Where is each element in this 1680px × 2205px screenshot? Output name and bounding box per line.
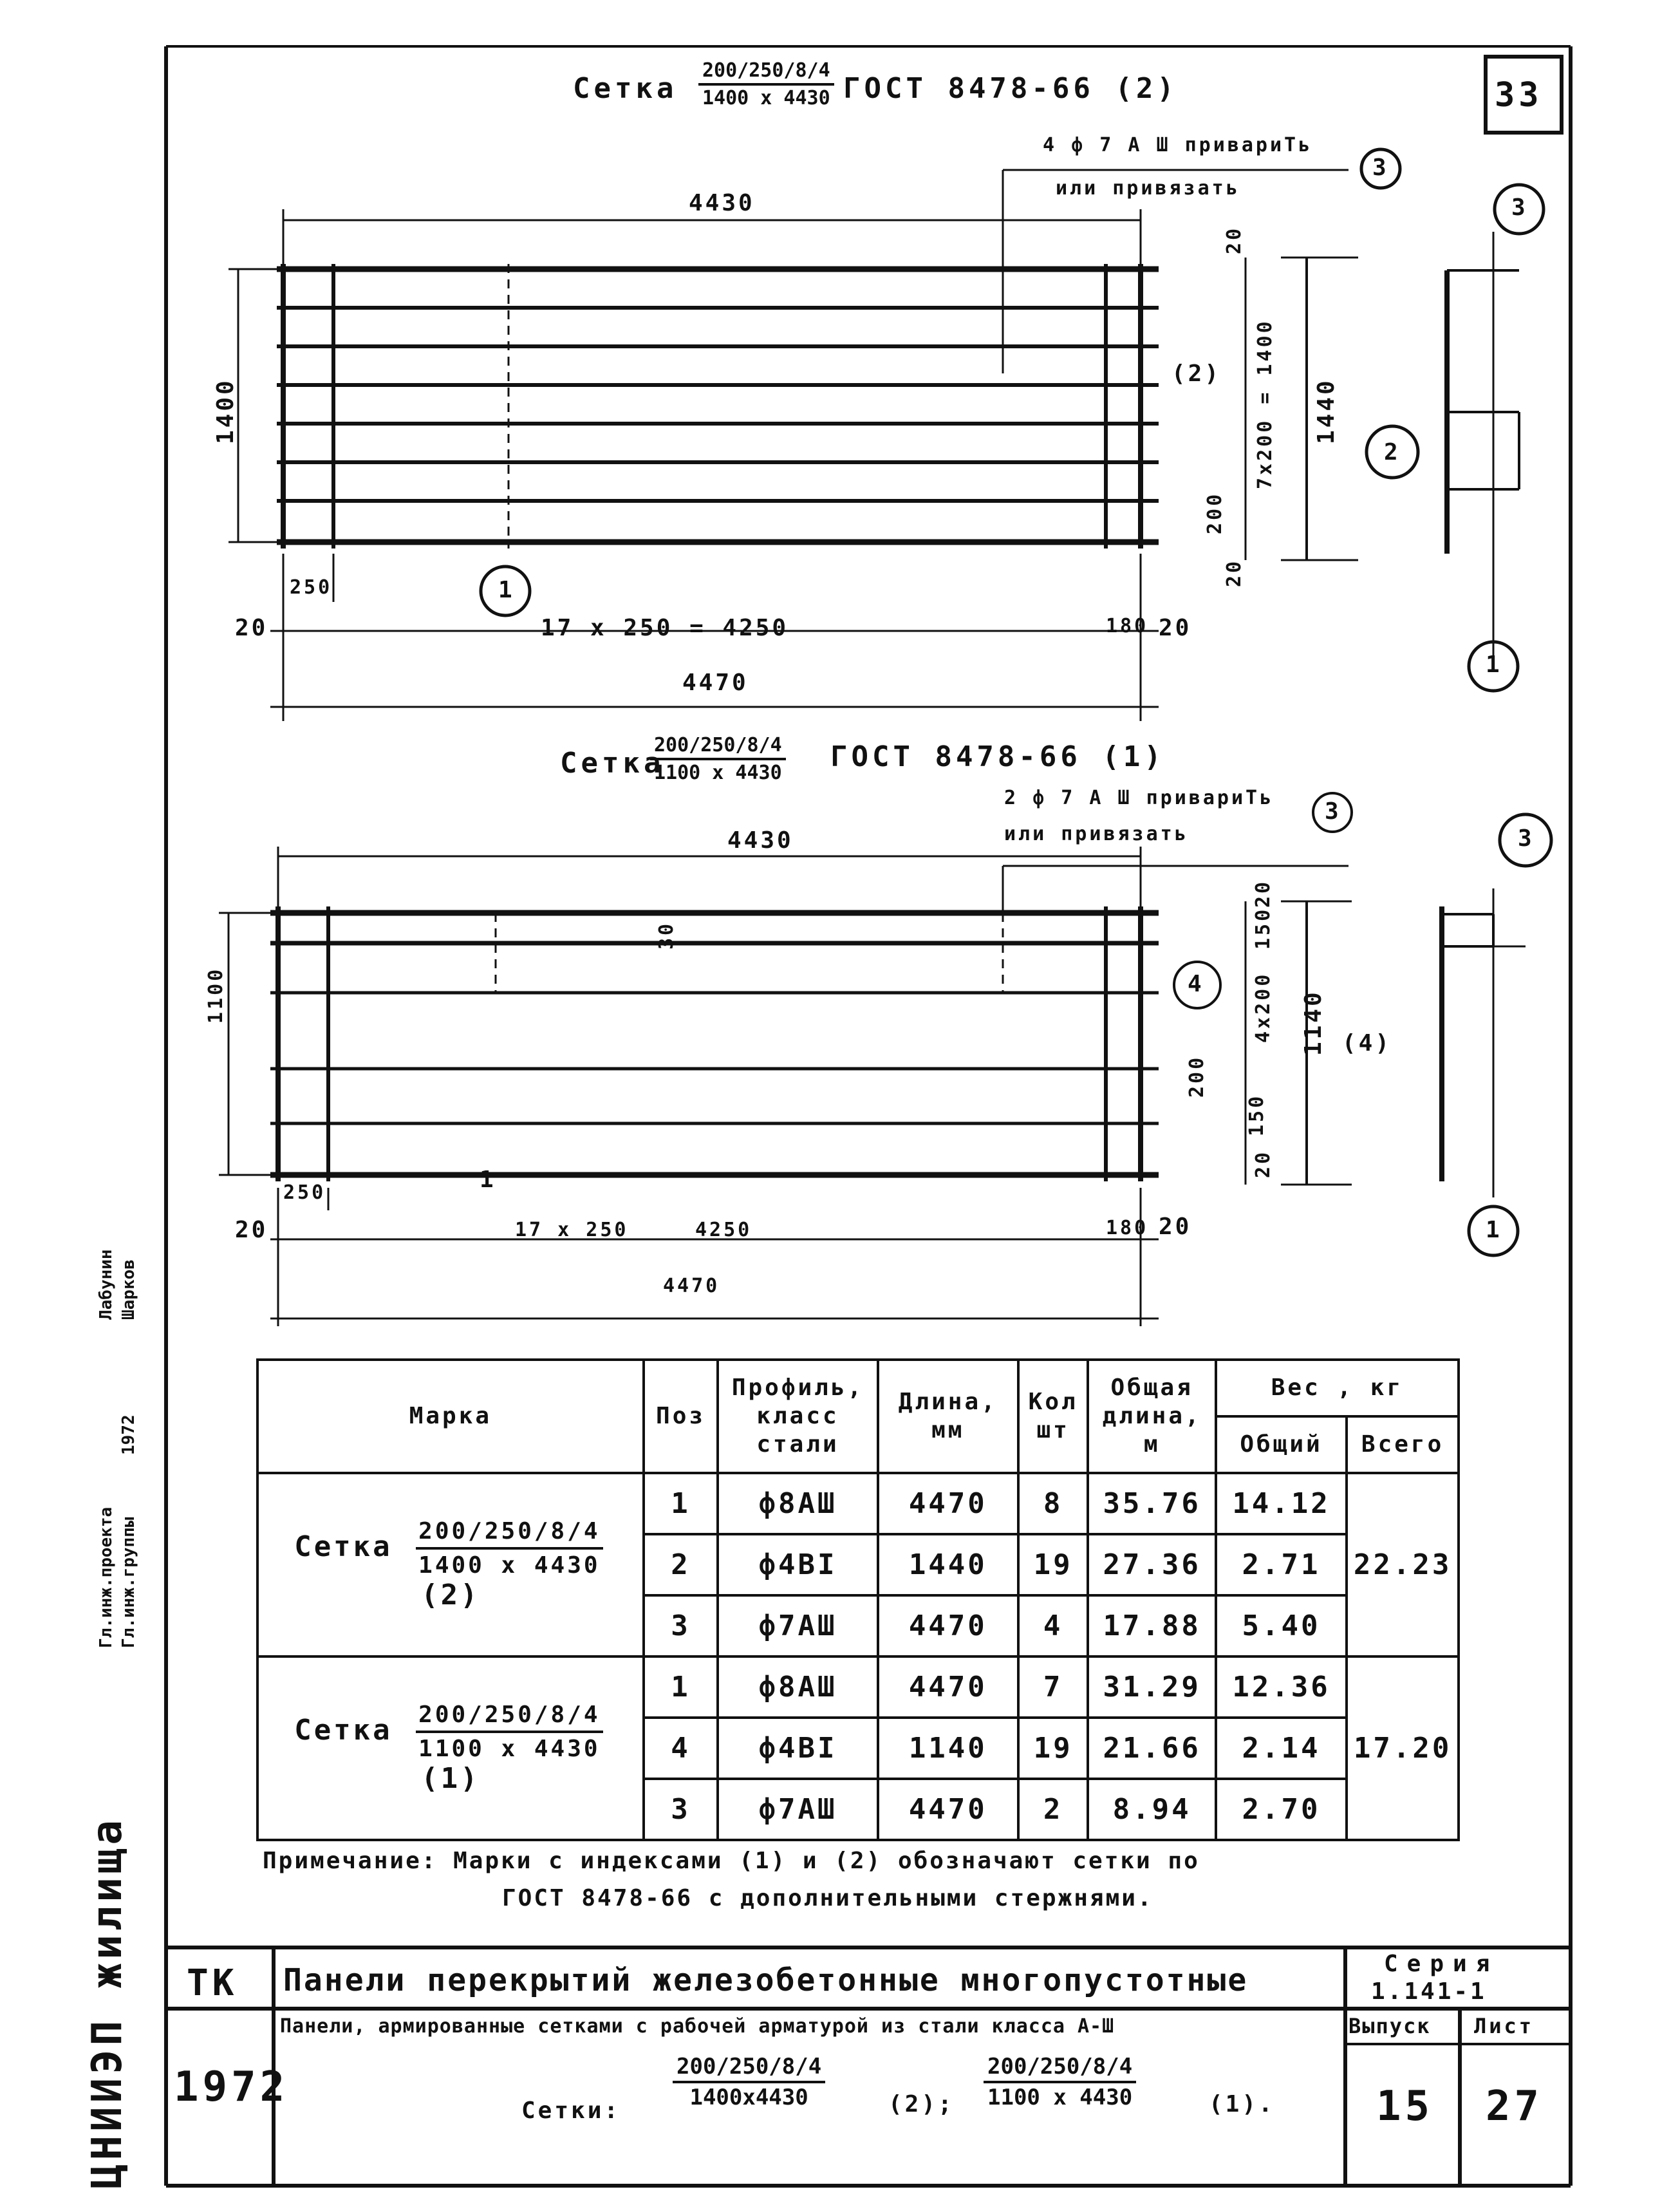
- mesh1-side-pos: (4): [1342, 1030, 1392, 1056]
- cell-pos: 4: [644, 1718, 718, 1779]
- header-length: Длина, мм: [878, 1360, 1018, 1473]
- mesh1-dim-20-left: 20: [235, 1217, 268, 1243]
- mesh1-side-dim-20-top: 20: [1252, 879, 1274, 908]
- mesh1-side-dim-150b: 150: [1246, 1093, 1268, 1136]
- mesh1-section-top-pos: 3: [1518, 825, 1535, 852]
- title-series-value: 1.141-1: [1371, 1978, 1487, 2005]
- cell-pos: 3: [644, 1595, 718, 1656]
- mesh1-dim-20-right: 20: [1159, 1214, 1192, 1240]
- title-net-b: $\frac{200/250/8/4}{1100 x 4430}$: [984, 2054, 1136, 2110]
- cell-qty: 8: [1018, 1473, 1088, 1534]
- mesh1-pos1: 1: [480, 1167, 496, 1193]
- title-series-label: Серия: [1384, 1951, 1499, 1977]
- note-line2: ГОСТ 8478-66 с дополнительными стержнями.: [502, 1885, 1153, 1911]
- mesh2-title-gost: ГОСТ 8478-66 (2): [843, 72, 1178, 105]
- mesh2-title-word: Сетка: [573, 72, 678, 105]
- mesh2-title-fraction: $\frac{200/250/8/4}{1400 x 4430}$: [698, 59, 834, 109]
- cell-qty: 19: [1018, 1718, 1088, 1779]
- mark-cell-1: Сетка $\frac{200/250/8/4}{1100 x 4430}$ (1): [257, 1656, 644, 1840]
- stamp-name2: Шарков: [119, 1259, 138, 1320]
- cell-length: 4470: [878, 1779, 1018, 1840]
- cell-weight: 14.12: [1216, 1473, 1347, 1534]
- title-issue-value: 15: [1376, 2083, 1434, 2130]
- cell-weight-all: 22.23: [1347, 1473, 1459, 1656]
- cell-qty: 4: [1018, 1595, 1088, 1656]
- mesh1-pos4: 4: [1188, 971, 1204, 997]
- header-weight-all: Всего: [1347, 1416, 1459, 1473]
- cell-profile: ф8АШ: [718, 1473, 877, 1534]
- mesh2-note-line1: 4 ф 7 А Ш привариТь: [1043, 134, 1313, 156]
- cell-length: 1140: [878, 1718, 1018, 1779]
- mesh1-section-bottom-pos: 1: [1486, 1217, 1502, 1243]
- mesh1-side-dim-4x200: 4x200: [1252, 971, 1274, 1043]
- cell-profile: ф7АШ: [718, 1595, 877, 1656]
- cell-pos: 1: [644, 1473, 718, 1534]
- cell-pos: 2: [644, 1534, 718, 1595]
- note-line1: Примечание: Марки с индексами (1) и (2) обозначают сетки по: [263, 1848, 1200, 1874]
- mesh1-dim-span2: 4250: [695, 1219, 752, 1241]
- table-row: [257, 1656, 1459, 1718]
- mesh2-dim-20-right: 20: [1159, 615, 1192, 641]
- mesh1-dim-1100: 1100: [205, 966, 227, 1024]
- title-net-b-suffix: (1).: [1209, 2091, 1275, 2117]
- header-weight: Вес , кг: [1216, 1360, 1459, 1416]
- mesh2-plan: [229, 149, 1544, 721]
- title-tk: ТК: [187, 1962, 238, 2004]
- header-pos: Поз: [644, 1360, 718, 1473]
- mesh1-plan: [219, 793, 1551, 1326]
- table-row: [257, 1473, 1459, 1534]
- mesh1-dim-4470: 4470: [663, 1275, 720, 1297]
- stamp-role2: Гл.инж.группы: [119, 1517, 138, 1648]
- mesh1-title-fraction: $\frac{200/250/8/4}{1100 x 4430}$: [650, 734, 786, 784]
- cell-weight: 2.14: [1216, 1718, 1347, 1779]
- mark-cell-2: Сетка $\frac{200/250/8/4}{1400 x 4430}$ (2): [257, 1473, 644, 1656]
- cell-profile: ф8АШ: [718, 1656, 877, 1718]
- title-sheet-label: Лист: [1474, 2014, 1535, 2038]
- cell-qty: 7: [1018, 1656, 1088, 1718]
- title-main: Панели перекрытий железобетонные многопустотные: [283, 1962, 1249, 1998]
- cell-length: 4470: [878, 1595, 1018, 1656]
- mesh2-side-dim-bottom: 20: [1223, 558, 1246, 587]
- mesh1-title-gost: ГОСТ 8478-66 (1): [830, 740, 1165, 773]
- header-qty: Кол шт: [1018, 1360, 1088, 1473]
- stamp-tag: 1972: [119, 1414, 138, 1455]
- mesh2-dim-250: 250: [290, 576, 333, 599]
- cell-length: 4470: [878, 1656, 1018, 1718]
- mesh1-dim-250: 250: [283, 1181, 326, 1204]
- cell-weight: 12.36: [1216, 1656, 1347, 1718]
- cell-length: 4470: [878, 1473, 1018, 1534]
- cell-total-length: 17.88: [1088, 1595, 1215, 1656]
- cell-total-length: 27.36: [1088, 1534, 1215, 1595]
- mesh1-dim-30: 30: [655, 921, 678, 950]
- mesh2-dim-1400: 1400: [212, 378, 239, 444]
- header-weight-total: Общий: [1216, 1416, 1347, 1473]
- mesh1-title-word: Сетка: [560, 747, 665, 780]
- stamp-role1: Гл.инж.проекта: [97, 1506, 116, 1648]
- specification-table: [256, 1358, 1460, 1841]
- mesh2-pos2: (2): [1171, 361, 1222, 387]
- mesh1-dim-span: 17 x 250: [515, 1219, 629, 1241]
- title-issue-label: Выпуск: [1349, 2014, 1431, 2038]
- mesh1-note-line1: 2 ф 7 А Ш привариТь: [1004, 787, 1274, 809]
- mesh2-side-dim-lower: 200: [1204, 491, 1226, 534]
- cell-weight: 5.40: [1216, 1595, 1347, 1656]
- title-net-a-suffix: (2);: [888, 2091, 955, 2117]
- cell-qty: 2: [1018, 1779, 1088, 1840]
- cell-weight: 2.70: [1216, 1779, 1347, 1840]
- mesh1-side-dim-150: 150: [1252, 906, 1274, 950]
- mesh1-dim-180: 180: [1106, 1217, 1149, 1239]
- cell-profile: ф7АШ: [718, 1779, 877, 1840]
- cell-total-length: 31.29: [1088, 1656, 1215, 1718]
- cell-weight-all: 17.20: [1347, 1656, 1459, 1840]
- mesh1-side-dim-1140: 1140: [1300, 990, 1327, 1056]
- cell-profile: ф4ВI: [718, 1534, 877, 1595]
- mesh2-section-bottom-pos: 1: [1486, 652, 1502, 678]
- cell-pos: 3: [644, 1779, 718, 1840]
- cell-total-length: 35.76: [1088, 1473, 1215, 1534]
- mesh2-side-dim-top: 20: [1223, 225, 1246, 254]
- mesh1-dim-4430: 4430: [727, 827, 794, 854]
- mesh2-dim-20-left: 20: [235, 615, 268, 641]
- cell-pos: 1: [644, 1656, 718, 1718]
- mesh2-dim-4430: 4430: [689, 190, 755, 216]
- mesh1-side-dim-200: 200: [1186, 1055, 1208, 1098]
- header-total-length: Общая длина, м: [1088, 1360, 1215, 1473]
- cell-qty: 19: [1018, 1534, 1088, 1595]
- cell-length: 1440: [878, 1534, 1018, 1595]
- header-mark: Марка: [257, 1360, 644, 1473]
- cell-total-length: 21.66: [1088, 1718, 1215, 1779]
- mesh2-section-top-pos: 3: [1511, 194, 1528, 221]
- mesh2-dim-180: 180: [1106, 615, 1149, 637]
- title-sheet-value: 27: [1486, 2083, 1544, 2130]
- title-net-a: $\frac{200/250/8/4}{1400x4430}$: [673, 2054, 825, 2110]
- stamp-org: ЦНИИЭП жилища: [84, 1816, 131, 2189]
- mesh1-note-line2: или привязать: [1004, 823, 1189, 845]
- mesh2-dim-span: 17 x 250 = 4250: [541, 615, 789, 641]
- mesh2-pos1: 1: [498, 577, 515, 603]
- sheet-number: 33: [1495, 76, 1543, 115]
- mesh2-dim-4470: 4470: [682, 670, 749, 696]
- mesh2-note-pos: 3: [1372, 155, 1389, 181]
- cell-total-length: 8.94: [1088, 1779, 1215, 1840]
- mesh2-side-dim-mid: 7x200 = 1400: [1254, 319, 1276, 489]
- mesh1-side-dim-20-bottom: 20: [1252, 1149, 1274, 1178]
- title-nets-label: Сетки:: [521, 2097, 621, 2124]
- mesh1-note-pos: 3: [1325, 798, 1341, 825]
- stamp-name1: Лабунин: [97, 1249, 116, 1320]
- mesh2-side-pos: 2: [1384, 439, 1401, 465]
- mesh2-note-line2: или привязать: [1056, 177, 1240, 200]
- title-year: 1972: [174, 2063, 289, 2111]
- cell-profile: ф4ВI: [718, 1718, 877, 1779]
- mesh2-side-dim-1440: 1440: [1313, 378, 1339, 444]
- header-profile: Профиль, класс стали: [718, 1360, 877, 1473]
- title-subtitle: Панели, армированные сетками с рабочей арматурой из стали класса А-Ш: [280, 2015, 1115, 2038]
- cell-weight: 2.71: [1216, 1534, 1347, 1595]
